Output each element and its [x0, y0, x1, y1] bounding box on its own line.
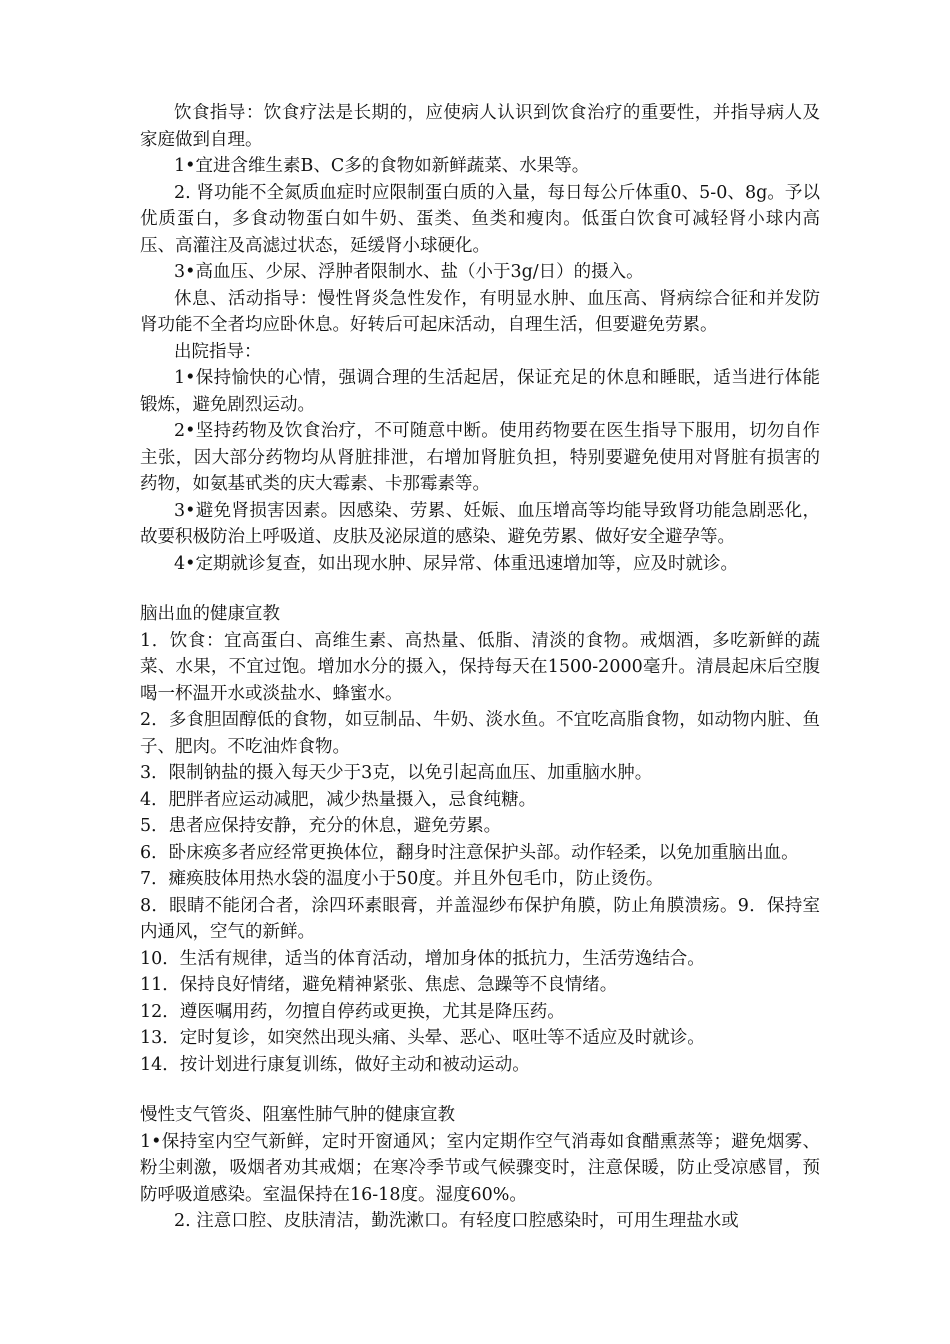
discharge-item-3: 3•避免肾损害因素。因感染、劳累、妊娠、血压增高等均能导致肾功能急剧恶化，故要积极防治上呼吸道、皮肤及泌尿道的感染、避免劳累、做好安全避孕等。: [140, 500, 820, 547]
list-item: 7．瘫痪肢体用热水袋的温度小于50度。并且外包毛巾，防止烫伤。: [140, 869, 664, 889]
list-item: 1•保持室内空气新鲜，定时开窗通风；室内定期作空气消毒如食醋熏蒸等；避免烟雾、粉尘刺激，吸烟者劝其戒烟；在寒冷季节或气候骤变时，注意保暖，防止受凉感冒，预防呼吸道感染。室温保持在16-18度。湿度60%。: [140, 1131, 820, 1205]
section-title-chronic-bronchitis: 慢性支气管炎、阻塞性肺气肿的健康宣教: [140, 1105, 455, 1125]
list-item: 10．生活有规律，适当的体育活动，增加身体的抵抗力，生活劳逸结合。: [140, 948, 705, 969]
document-page: [140, 100, 820, 1235]
list-item: 2. 注意口腔、皮肤清洁，勤洗漱口。有轻度口腔感染时，可用生理盐水或: [174, 1211, 739, 1231]
section-spacer: [140, 1078, 820, 1102]
section-title-cerebral-hemorrhage: 脑出血的健康宣教: [140, 604, 280, 624]
discharge-item-4: 4•定期就诊复查，如出现水肿、尿异常、体重迅速增加等，应及时就诊。: [174, 553, 738, 574]
list-item: 2．多食胆固醇低的食物，如豆制品、牛奶、淡水鱼。不宜吃高脂食物，如动物内脏、鱼子、肥肉。不吃油炸食物。: [140, 710, 820, 757]
diet-item-1: 1•宜进含维生素B、C多的食物如新鲜蔬菜、水果等。: [174, 156, 590, 176]
list-item: 5．患者应保持安静，充分的休息，避免劳累。: [140, 816, 502, 836]
list-item: 8．眼睛不能闭合者，涂四环素眼膏，并盖湿纱布保护角膜，防止角膜溃疡。9．保持室内通风，空气的新鲜。: [140, 895, 820, 942]
list-item: 4．肥胖者应运动减肥，减少热量摄入，忌食纯糖。: [140, 789, 537, 810]
diet-item-3: 3•高血压、少尿、浮肿者限制水、盐（小于3g/日）的摄入。: [174, 262, 644, 282]
list-item: 13．定时复诊，如突然出现头痛、头晕、恶心、呕吐等不适应及时就诊。: [140, 1028, 705, 1048]
list-item: 14．按计划进行康复训练，做好主动和被动运动。: [140, 1054, 530, 1075]
list-item: 12．遵医嘱用药，勿擅自停药或更换，尤其是降压药。: [140, 1001, 565, 1022]
discharge-guidance-heading: 出院指导：: [174, 341, 262, 362]
diet-guidance-paragraph: 饮食指导：饮食疗法是长期的，应使病人认识到饮食治疗的重要性，并指导病人及家庭做到自理。: [140, 103, 820, 150]
list-item: 3．限制钠盐的摄入每天少于3克，以免引起高血压、加重脑水肿。: [140, 763, 653, 783]
discharge-item-2: 2•坚持药物及饮食治疗，不可随意中断。使用药物要在医生指导下服用，切勿自作主张，因大部分药物均从肾脏排泄，右增加肾脏负担，特别要避免使用对肾脏有损害的药物，如氨基甙类的庆大霉素、卡那霉素等。: [140, 421, 820, 494]
list-item: 6．卧床痪多者应经常更换体位，翻身时注意保护头部。动作轻柔，以免加重脑出血。: [140, 842, 799, 863]
list-item: 1．饮食：宜高蛋白、高维生素、高热量、低脂、清淡的食物。戒烟酒，多吃新鲜的蔬菜、水果，不宜过饱。增加水分的摄入，保持每天在1500-2000毫升。清晨起床后空腹喝一杯温开水或淡盐水、蜂蜜水。: [140, 630, 820, 704]
section-spacer: [140, 577, 820, 601]
rest-guidance-paragraph: 休息、活动指导：慢性肾炎急性发作，有明显水肿、血压高、肾病综合征和并发防肾功能不全者均应卧休息。好转后可起床活动，自理生活，但要避免劳累。: [140, 288, 820, 335]
discharge-item-1: 1•保持愉快的心情，强调合理的生活起居，保证充足的休息和睡眠，适当进行体能锻炼，避免剧烈运动。: [140, 368, 820, 415]
diet-item-2: 2. 肾功能不全氮质血症时应限制蛋白质的入量，每日每公斤体重0、5-0、8g。予以优质蛋白，多食动物蛋白如牛奶、蛋类、鱼类和瘦肉。低蛋白饮食可减轻肾小球内高压、高灌注及高滤过状态，延缓肾小球硬化。: [140, 182, 820, 256]
list-item: 11．保持良好情绪，避免精神紧张、焦虑、急躁等不良情绪。: [140, 975, 618, 995]
